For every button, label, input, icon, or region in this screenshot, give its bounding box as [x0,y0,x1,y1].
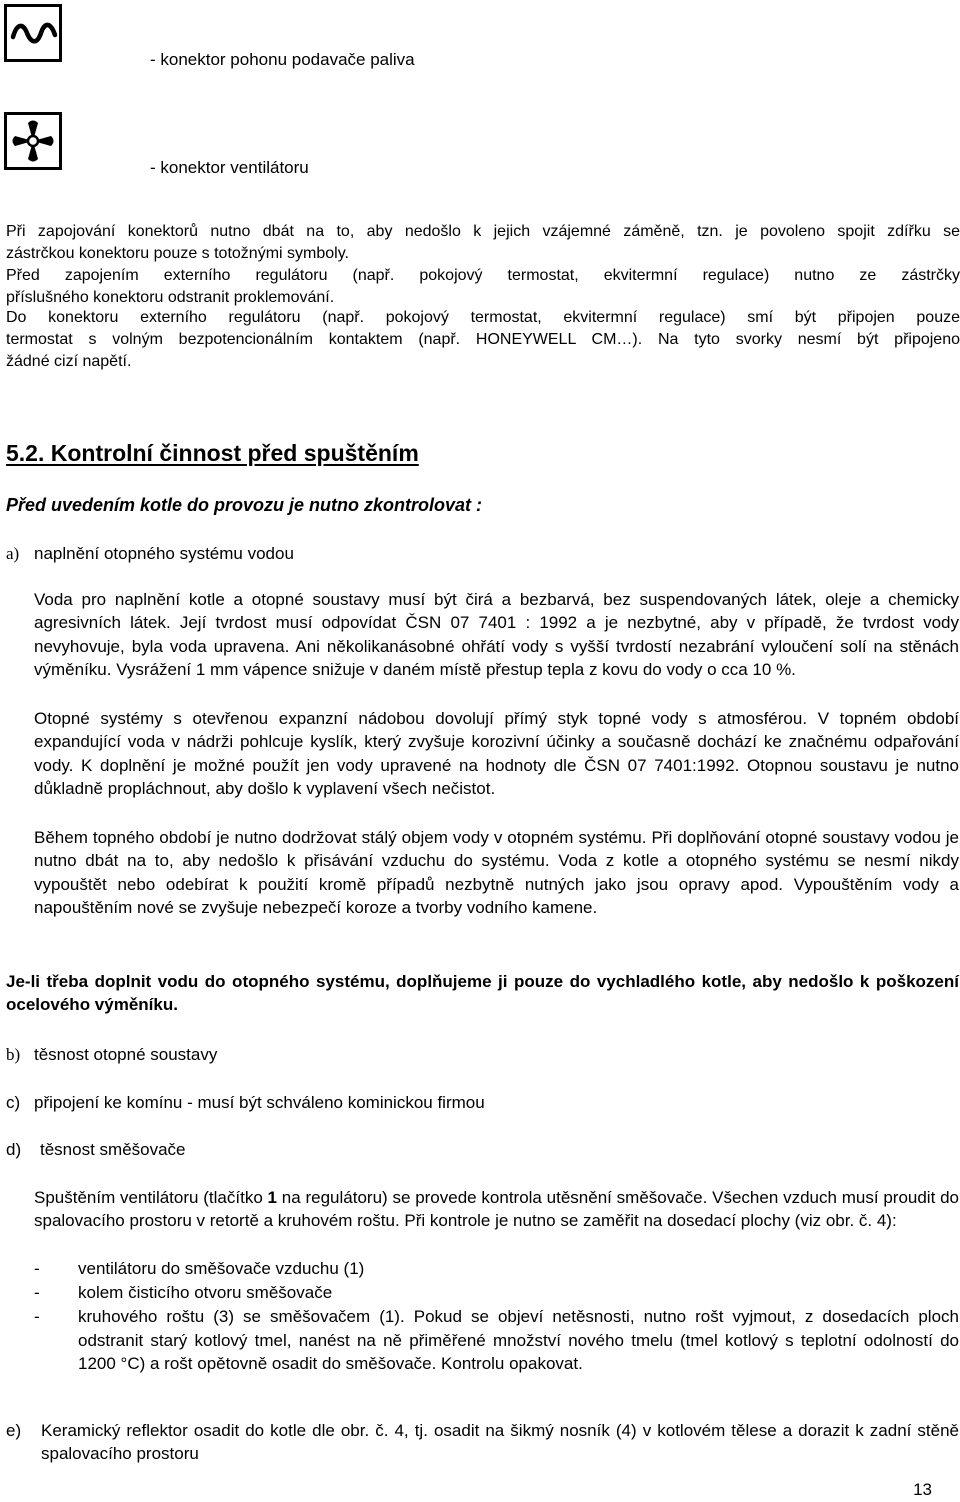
item-text: připojení ke komínu - musí být schváleno kominickou firmou [34,1093,485,1112]
fan-text-before: Spuštěním ventilátoru (tlačítko [34,1188,268,1207]
item-letter: c) [6,1093,21,1112]
item-text: těsnost směšovače [40,1140,186,1159]
button-number: 1 [267,1188,278,1207]
checklist-item-b [6,1045,217,1065]
checklist-item-d [6,1140,186,1160]
section-heading: 5.2. Kontrolní činnost před spuštěním [6,440,419,466]
refill-warning: Je-li třeba doplnit vodu do otopného systému, doplňujeme ji pouze do vychladlého kotle, aby nedošlo k poškození ocelového výměníku. [6,972,959,1014]
checklist-item-c [6,1093,485,1113]
section-subheading: Před uvedením kotle do provozu je nutno zkontrolovat : [6,495,483,515]
dash: - [34,1307,40,1326]
item-text: Keramický reflektor osadit do kotle dle obr. č. 4, tj. osadit na šikmý nosník (4) v kotlovém tělese a dorazit k zadní stěně spalovacího prostoru [41,1421,959,1464]
list-item [34,1257,959,1281]
connector-label-fan: - konektor ventilátoru [150,158,309,177]
dash: - [34,1283,40,1302]
item-letter: b) [6,1045,21,1064]
dash: - [34,1259,40,1278]
note-thermostat [6,307,960,373]
item-letter: a) [6,544,20,563]
list-item [34,1305,959,1376]
note-connector-pairing [6,221,960,265]
checklist-item-a [6,544,294,564]
list-item-text: kruhového roštu (3) se směšovačem (1). Pokud se objeví netěsnosti, nutno rošt vyjmout, z dosedacích ploch odstranit starý kotlový tmel, nanést na ně přiměřené množství nového tmelu (tmel kotlový s teplotní odolností do 1200 °C) a rošt opětovně osadit do směšovače. Kontrolu opakovat. [78,1307,959,1373]
note-line: příslušného konektoru odstranit proklemování. [6,289,335,306]
fan-icon [4,112,62,170]
item-letter: e) [6,1421,22,1440]
list-item [34,1281,959,1305]
note-line: Při zapojování konektorů nutno dbát na to, aby nedošlo k jejich vzájemné záměně, tzn. je povoleno spojit zdířku se [6,223,960,240]
note-line: termostat s volným bezpotencionálním kontaktem (např. HONEYWELL CM…). Na tyto svorky nesmí být připojeno [6,331,960,348]
note-line: Do konektoru externího regulátoru (např. pokojový termostat, ekvitermní regulace) smí být připojen pouze [6,309,960,326]
page-number: 13 [913,1480,932,1499]
list-item-text: kolem čisticího otvoru směšovače [78,1283,333,1302]
note-line: žádné cizí napětí. [6,353,132,370]
sine-wave-icon [4,4,62,62]
checklist-item-e [6,1419,959,1466]
note-line: zástrčkou konektoru pouze s totožnými symboly. [6,245,349,262]
list-item-text: ventilátoru do směšovače vzduchu (1) [78,1259,365,1278]
note-line: Před zapojením externího regulátoru (např. pokojový termostat, ekvitermní regulace) nutno ze zástrčky [6,267,960,284]
note-external-regulator [6,265,960,309]
item-text: naplnění otopného systému vodou [34,544,294,563]
heating-period-paragraph: Během topného období je nutno dodržovat stálý objem vody v otopném systému. Při doplňování otopné soustavy vodou je nutno dbát na to, aby nedošlo k přisávání vzduchu do systému. Voda z kotle a otopného systému se nesmí nikdy vypouštět nebo odebírat k použití kromě případů nezbytně nutných jako jsou opravy apod. Vypouštěním vody a napouštěním nové se zvyšuje nebezpečí koroze a tvorby vodního kamene. [34,828,959,918]
fan-check-paragraph [34,1186,959,1233]
item-letter: d) [6,1140,22,1159]
item-text: těsnost otopné soustavy [34,1045,218,1064]
fan-text-after: na regulátoru) se provede kontrola utěsnění směšovače. Všechen vzduch musí proudit do spalovacího prostoru v retortě a kruhovém roštu. Při kontrole je nutno se zaměřit na dosedací plochy (viz obr. č. 4): [34,1188,959,1231]
water-quality-paragraph: Voda pro naplnění kotle a otopné soustavy musí být čirá a bezbarvá, bez suspendovaných látek, oleje a chemicky agresivních látek. Její tvrdost musí odpovídat ČSN 07 7401 : 1992 a je nezbytné, aby v případě, že tvrdost vody nevyhovuje, byla voda upravena. Ani několikanásobné ohřátí vody s vyšší tvrdostí nezabrání vyloučení solí na stěnách výměníku. Vysrážení 1 mm vápence snižuje v daném místě přestup tepla z kovu do vody o cca 10 %. [34,590,959,680]
open-systems-paragraph: Otopné systémy s otevřenou expanzní nádobou dovolují přímý styk topné vody s atmosférou. V topném období expandující voda v nádrži pohlcuje kyslík, který zvyšuje korozivní účinky a současně dochází ke značnému odpařování vody. K doplnění je možné použít jen vody upravené na hodnoty dle ČSN 07 7401:1992. Otopnou soustavu je nutno důkladně propláchnout, aby došlo k vyplavení všech nečistot. [34,709,959,799]
connector-label-fuel-feeder: - konektor pohonu podavače paliva [150,50,415,69]
